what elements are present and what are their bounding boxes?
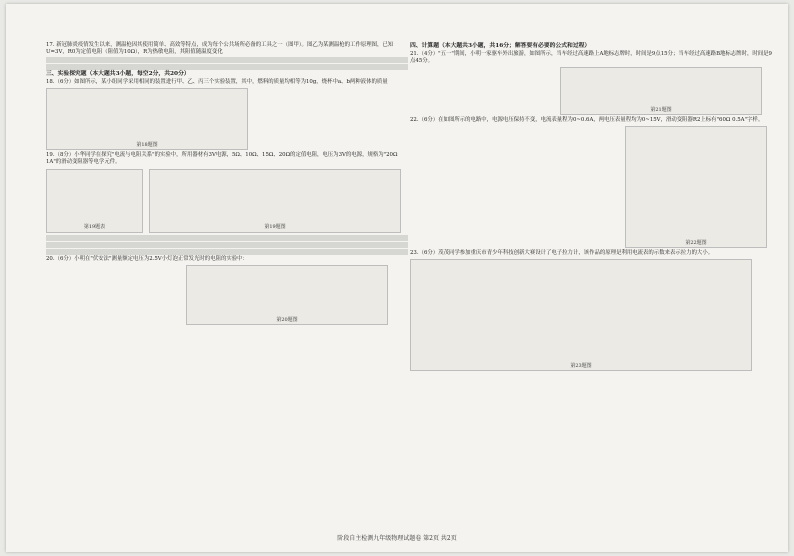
left-column xyxy=(46,42,408,327)
exam-page xyxy=(6,4,788,552)
figure-18: 第18题图 xyxy=(46,88,248,150)
figure-22: 第22题图 xyxy=(625,126,767,248)
question-20: 20.（6分）小明在"伏安法"测量额定电压为2.5V小灯泡正常发光时的电阻的实验中： xyxy=(46,255,248,262)
figure-20: 第20题图 xyxy=(186,265,388,325)
figure-19: 第19题图 xyxy=(149,169,401,233)
question-17: 17. 新冠肺炎疫情发生以来，测温枪因其使用简单、高效等特点，成为每个公共场所必备的工具之一（图甲）。图乙为某测温枪的工作原理图，已知U=3V，R0为定值电阻（阻值为10Ω），R为热敏电阻，其阻值随温度变化 xyxy=(46,42,394,56)
figure-23: 第23题图 xyxy=(410,259,752,371)
question-19: 19.（8分）小华同学在探究"电流与电阻关系"的实验中，所用器材有3V电源，5Ω、10Ω、15Ω、20Ω的定值电阻，电压为3V的电源，规格为"20Ω 1A"的滑动变阻器等电学元件。 xyxy=(46,152,398,166)
page-footer: 阶段自主检测九年级物理试题卷 第2页 共2页 xyxy=(337,535,457,542)
section-3-title: 三、实验探究题（本大题共3小题，每空2分，共20分） xyxy=(46,71,190,78)
table-19: 第19题表 xyxy=(46,169,143,233)
section-4-title: 四、计算题（本大题共3小题，共16分；解答要有必要的公式和过程） xyxy=(410,43,591,49)
question-22: 22.（6分）在如图所示的电路中，电源电压保持不变，电流表量程为0~0.6A，两电压表量程均为0~15V，滑动变阻器R2上标有"60Ω 0.5A"字样。 xyxy=(410,117,764,124)
question-18: 18.（6分）如图所示，某小组同学采用相同的装置进行甲、乙、丙三个实验装置，其中，燃料的质量均相等为10g，烧杯中a、b两种液体的质量 xyxy=(46,79,388,86)
right-column xyxy=(410,42,772,373)
question-23: 23.（6分）茂茂同学参加重庆市青少年科技创新大赛设计了电子拉力计，该作品的原理是利用电流表的示数来表示拉力的大小。 xyxy=(410,250,714,257)
question-21: 21.（4分）"五一"期间，小明一家驱车外出旅游，如图所示，当车经过高速路上A地标志牌时，时间是9点15分；当车经过高速路B地标志牌时，时间是9点45分。 xyxy=(410,51,772,65)
figure-21: 第21题图 xyxy=(560,67,762,115)
